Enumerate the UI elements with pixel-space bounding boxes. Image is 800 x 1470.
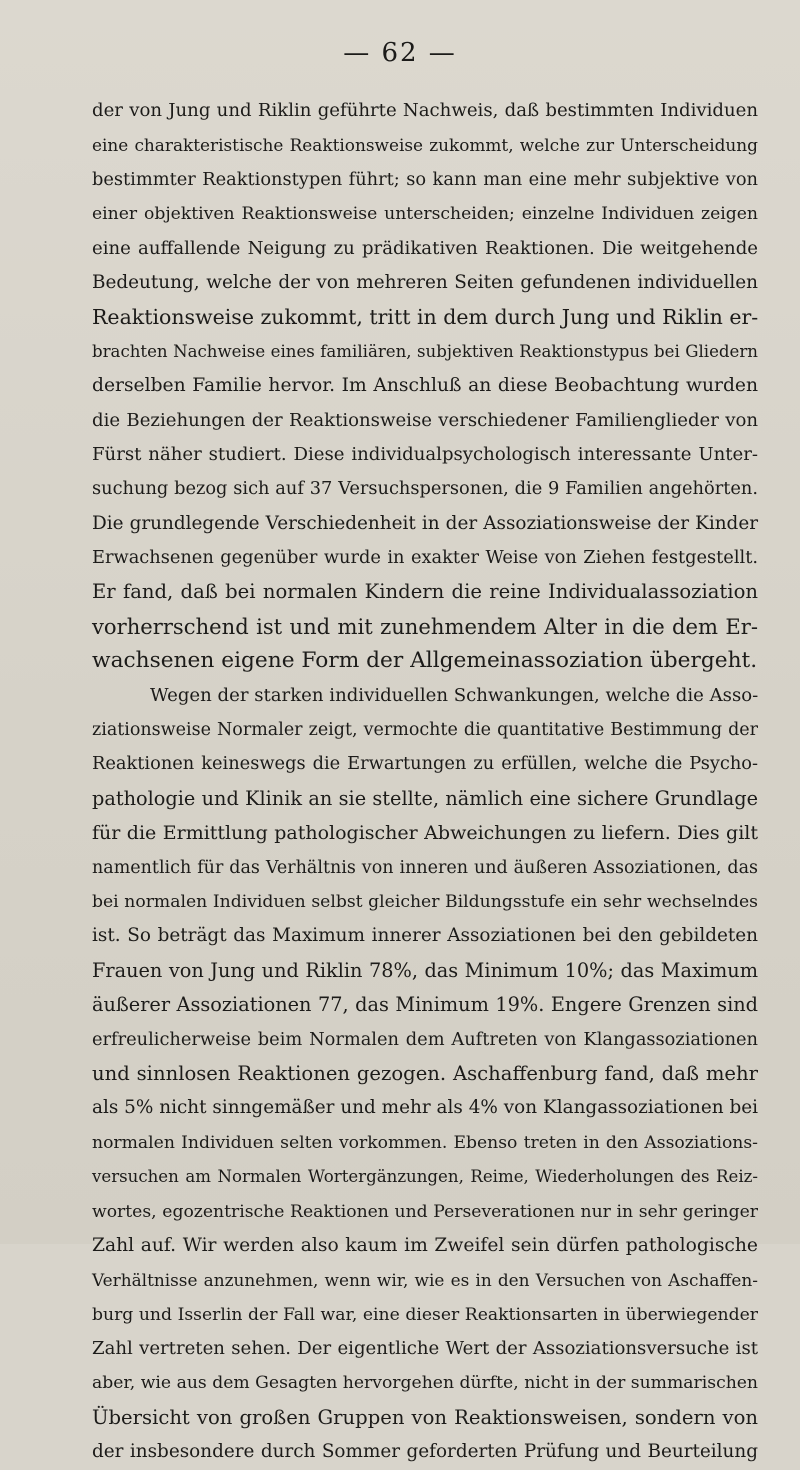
text-line: pathologie und Klinik an sie stellte, nämlich eine sichere Grundlage <box>92 786 758 810</box>
text-line: einer objektiven Reaktionsweise unterscheiden; einzelne Individuen zeigen <box>92 204 758 225</box>
text-line: normalen Individuen selten vorkommen. Ebenso treten in den Assoziations- <box>92 1132 758 1153</box>
text-line: ziationsweise Normaler zeigt, vermochte die quantitative Bestimmung der <box>92 720 758 741</box>
text-line: vorherrschend ist und mit zunehmendem Alter in die dem Er- <box>92 613 758 639</box>
text-line: erfreulicherweise beim Normalen dem Auftreten von Klangassoziationen <box>92 1028 758 1050</box>
text-line: Zahl auf. Wir werden also kaum im Zweifel sein dürfen pathologische <box>92 1234 758 1256</box>
text-line: suchung bezog sich auf 37 Versuchspersonen, die 9 Familien angehörten. <box>92 478 758 500</box>
text-line: brachten Nachweise eines familiären, subjektiven Reaktionstypus bei Gliedern <box>92 341 758 361</box>
text-line: eine charakteristische Reaktionsweise zukommt, welche zur Unterscheidung <box>92 135 758 156</box>
text-line: derselben Familie hervor. Im Anschluß an diese Beobachtung wurden <box>92 375 758 397</box>
text-line: Reaktionsweise zukommt, tritt in dem durch Jung und Riklin er- <box>92 305 759 330</box>
text-line: und sinnlosen Reaktionen gezogen. Aschaffenburg fand, daß mehr <box>92 1061 758 1085</box>
text-line: als 5% nicht sinngemäßer und mehr als 4% von Klangassoziationen bei <box>92 1097 758 1119</box>
page-number: — 62 — <box>343 38 457 68</box>
text-line: Frauen von Jung und Riklin 78%, das Minimum 10%; das Maximum <box>92 958 758 982</box>
text-line: Bedeutung, welche der von mehreren Seiten gefundenen individuellen <box>92 271 758 293</box>
text-line: der insbesondere durch Sommer geforderten Prüfung und Beurteilung <box>92 1441 758 1463</box>
text-line: bestimmter Reaktionstypen führt; so kann man eine mehr subjektive von <box>92 168 758 190</box>
text-line: Übersicht von großen Gruppen von Reaktionsweisen, sondern von <box>92 1405 758 1429</box>
text-line: Reaktionen keineswegs die Erwartungen zu erfüllen, welche die Psycho- <box>92 753 758 775</box>
text-line: die Beziehungen der Reaktionsweise verschiedener Familienglieder von <box>92 409 758 431</box>
text-line: Wegen der starken individuellen Schwankungen, welche die Asso- <box>150 684 759 706</box>
text-line: ist. So beträgt das Maximum innerer Assoziationen bei den gebildeten <box>92 925 758 947</box>
text-line: Fürst näher studiert. Diese individualpsychologisch interessante Unter- <box>92 443 758 465</box>
text-line: äußerer Assoziationen 77, das Minimum 19%. Engere Grenzen sind <box>92 993 758 1017</box>
text-line: bei normalen Individuen selbst gleicher Bildungsstufe ein sehr wechselndes <box>92 891 758 912</box>
text-line: Zahl vertreten sehen. Der eigentliche Wert der Assoziationsversuche ist <box>92 1338 758 1360</box>
text-line: für die Ermittlung pathologischer Abweichungen zu liefern. Dies gilt <box>92 822 758 845</box>
text-line: Er fand, daß bei normalen Kindern die reine Individualassoziation <box>92 580 758 604</box>
text-line: Erwachsenen gegenüber wurde in exakter Weise von Ziehen festgestellt. <box>92 547 758 569</box>
text-line: wortes, egozentrische Reaktionen und Perseverationen nur in sehr geringer <box>92 1201 758 1222</box>
text-line: Die grundlegende Verschiedenheit in der Assoziationsweise der Kinder <box>92 512 758 534</box>
text-line: burg und Isserlin der Fall war, eine dieser Reaktionsarten in überwiegender <box>92 1304 758 1325</box>
text-line: der von Jung und Riklin geführte Nachweis, daß bestimmten Individuen <box>92 100 758 121</box>
text-line: namentlich für das Verhältnis von inneren und äußeren Assoziationen, das <box>92 857 758 878</box>
text-line: aber, wie aus dem Gesagten hervorgehen dürfte, nicht in der summarischen <box>92 1373 758 1394</box>
text-line: eine auffallende Neigung zu prädikativen Reaktionen. Die weitgehende <box>92 237 758 259</box>
text-line: Verhältnisse anzunehmen, wenn wir, wie es in den Versuchen von Aschaffen- <box>92 1270 758 1291</box>
text-line: wachsenen eigene Form der Allgemeinassoziation übergeht. <box>92 648 758 674</box>
text-line: versuchen am Normalen Wortergänzungen, Reime, Wiederholungen des Reiz- <box>92 1167 758 1187</box>
body-text <box>92 94 758 1470</box>
